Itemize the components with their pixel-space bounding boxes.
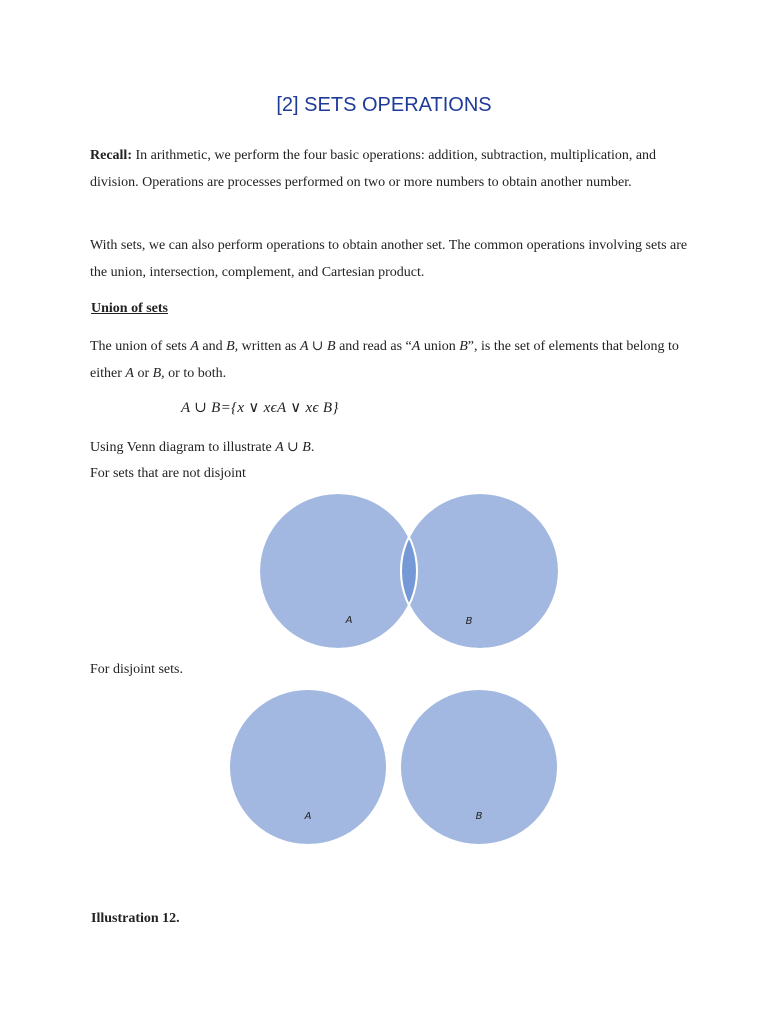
set-b-symbol: B xyxy=(459,339,468,354)
venn-label-b: B xyxy=(465,616,473,627)
venn-disjoint xyxy=(229,689,558,845)
venn-label-a: A xyxy=(345,615,353,626)
set-a-symbol: A xyxy=(411,339,421,354)
union-def-text: written as xyxy=(238,339,300,354)
venn-intro-text: Using Venn diagram to illustrate xyxy=(90,440,276,455)
union-def-text: or xyxy=(133,366,153,381)
set-a-symbol: A xyxy=(125,366,134,381)
set-b-symbol: B, xyxy=(226,339,239,354)
union-def-text: union xyxy=(420,339,460,354)
recall-text: In arithmetic, we perform the four basic operations: addition, subtraction, multiplication, and division. Operations are processes performed on two or more numbers to obtain another number. xyxy=(90,148,657,190)
not-disjoint-label: For sets that are not disjoint xyxy=(90,466,246,481)
venn-overlapping xyxy=(259,493,559,649)
disjoint-label-b: B xyxy=(475,811,483,822)
page-title: [2] SETS OPERATIONS xyxy=(276,94,492,116)
disjoint-label-a: A xyxy=(304,811,312,822)
union-def-text: and xyxy=(198,339,227,354)
union-def-text: ”, is the set of elements that belong to either xyxy=(90,339,679,381)
union-def-text: and read as “ xyxy=(335,339,412,354)
disjoint-label: For disjoint sets. xyxy=(90,662,183,677)
union-def-text: , or to both. xyxy=(161,366,227,381)
intro-paragraph: With sets, we can also perform operations to obtain another set. The common operations involving sets are the union, intersection, complement, and Cartesian product. xyxy=(90,238,688,280)
union-expression: A ∪ B xyxy=(300,339,336,354)
illustration-heading: Illustration 12. xyxy=(91,911,180,926)
venn-intro-end: . xyxy=(310,440,315,455)
union-def-text: The union of sets xyxy=(90,339,191,354)
set-a-symbol: A xyxy=(190,339,199,354)
recall-label: Recall: xyxy=(90,148,132,163)
union-heading: Union of sets xyxy=(91,301,169,316)
union-expression: A ∪ B xyxy=(275,440,311,455)
set-b-symbol: B xyxy=(152,366,162,381)
union-formula: A ∪ B={x ∨ xϵA ∨ xϵ B} xyxy=(181,400,339,416)
